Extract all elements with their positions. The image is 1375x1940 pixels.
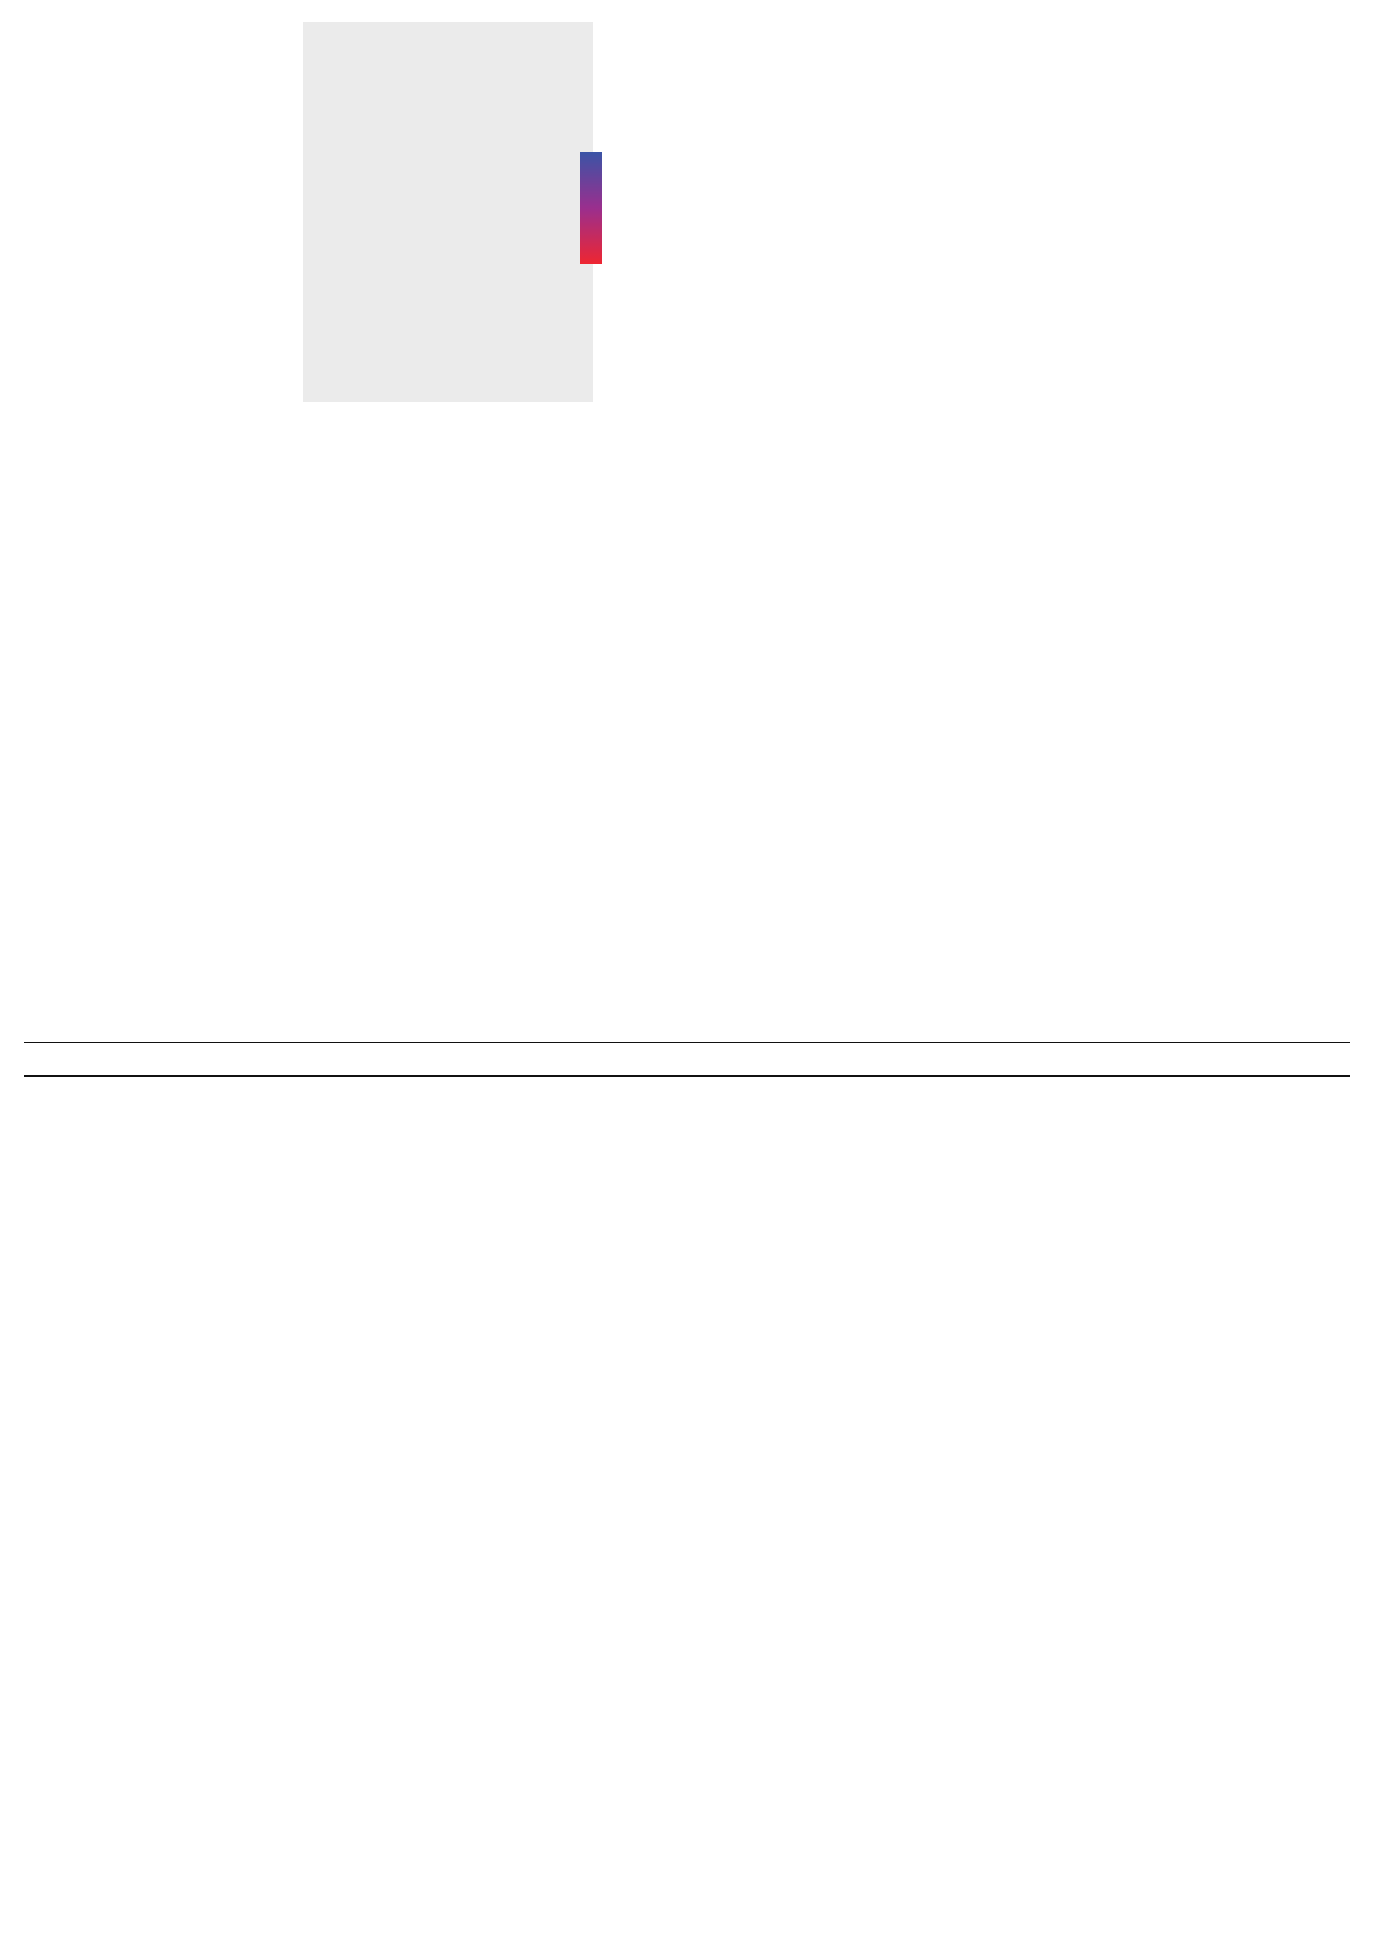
legend-colorbar — [580, 152, 602, 264]
network-diagram — [710, 20, 1350, 590]
table1 — [24, 1042, 1350, 1077]
plot-panel — [303, 22, 593, 402]
kegg-bar-chart — [38, 18, 658, 438]
col-header-target — [930, 1043, 1090, 1076]
fig5-network — [710, 20, 1350, 590]
fig4-chart — [38, 18, 658, 438]
table-header-row — [24, 1043, 1350, 1076]
col-header-compound — [24, 1043, 930, 1076]
binding-energy-table — [24, 1043, 1350, 1076]
col-header-binding-energy — [1090, 1043, 1350, 1076]
